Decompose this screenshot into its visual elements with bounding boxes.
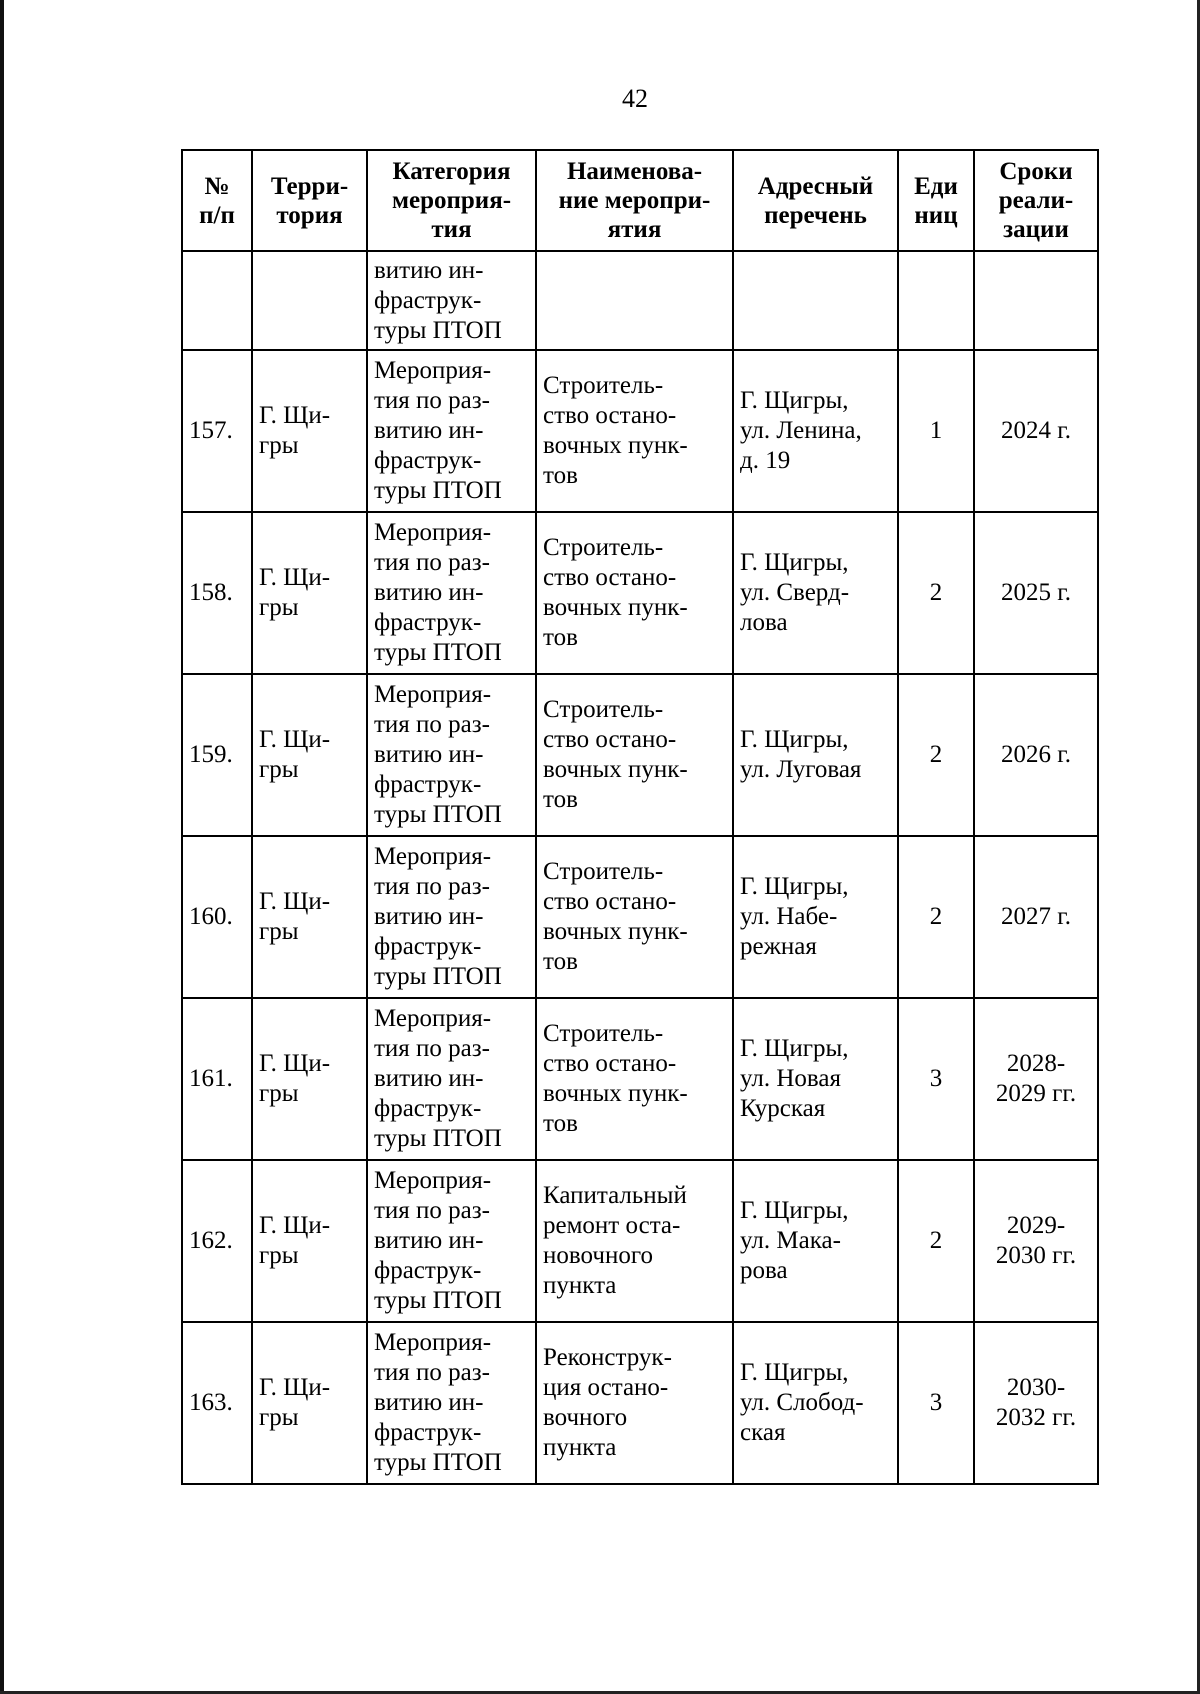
cell-territory: Г. Щи- гры	[252, 674, 367, 836]
cell-name: Строитель- ство остано- вочных пунк- тов	[536, 350, 733, 512]
table-row	[182, 836, 1098, 998]
cell-name: Строитель- ство остано- вочных пунк- тов	[536, 998, 733, 1160]
header-units: Еди ниц	[898, 150, 974, 251]
scan-edge-left	[0, 0, 4, 1694]
header-name: Наименова- ние меропри- ятия	[536, 150, 733, 251]
cell-no: 161.	[182, 998, 252, 1160]
cell-category: Мероприя- тия по раз- витию ин- фраструк- туры ПТОП	[367, 836, 536, 998]
cell-term: 2026 г.	[974, 674, 1098, 836]
cell-term: 2028- 2029 гг.	[974, 998, 1098, 1160]
table-header-row	[182, 150, 1098, 251]
cell-units: 2	[898, 836, 974, 998]
cell-name: Строитель- ство остано- вочных пунк- тов	[536, 836, 733, 998]
table-row	[182, 350, 1098, 512]
cell-address: Г. Щигры, ул. Набе- режная	[733, 836, 898, 998]
measures-table	[181, 149, 1099, 1485]
cell-term: 2029- 2030 гг.	[974, 1160, 1098, 1322]
cell-address: Г. Щигры, ул. Мака- рова	[733, 1160, 898, 1322]
page-number: 42	[622, 84, 648, 113]
cell-territory	[252, 251, 367, 350]
table-row-continuation	[182, 251, 1098, 350]
cell-territory: Г. Щи- гры	[252, 1160, 367, 1322]
cell-name: Реконструк- ция остано- вочного пункта	[536, 1322, 733, 1484]
cell-territory: Г. Щи- гры	[252, 998, 367, 1160]
cell-name	[536, 251, 733, 350]
header-address: Адресный перечень	[733, 150, 898, 251]
cell-no: 158.	[182, 512, 252, 674]
cell-term: 2025 г.	[974, 512, 1098, 674]
cell-no: 159.	[182, 674, 252, 836]
header-no: № п/п	[182, 150, 252, 251]
header-term: Сроки реали- зации	[974, 150, 1098, 251]
cell-term: 2024 г.	[974, 350, 1098, 512]
table-row	[182, 1322, 1098, 1484]
cell-address: Г. Щигры, ул. Новая Курская	[733, 998, 898, 1160]
cell-category: Мероприя- тия по раз- витию ин- фраструк- туры ПТОП	[367, 350, 536, 512]
cell-category: Мероприя- тия по раз- витию ин- фраструк- туры ПТОП	[367, 1322, 536, 1484]
cell-category: Мероприя- тия по раз- витию ин- фраструк- туры ПТОП	[367, 512, 536, 674]
cell-no: 162.	[182, 1160, 252, 1322]
cell-term	[974, 251, 1098, 350]
cell-units: 2	[898, 512, 974, 674]
cell-category: Мероприя- тия по раз- витию ин- фраструк- туры ПТОП	[367, 998, 536, 1160]
cell-no: 160.	[182, 836, 252, 998]
header-territory: Терри- тория	[252, 150, 367, 251]
cell-name: Строитель- ство остано- вочных пунк- тов	[536, 674, 733, 836]
cell-units: 2	[898, 674, 974, 836]
cell-units: 2	[898, 1160, 974, 1322]
table-row	[182, 998, 1098, 1160]
cell-term: 2027 г.	[974, 836, 1098, 998]
table-row	[182, 512, 1098, 674]
cell-units	[898, 251, 974, 350]
header-category: Категория мероприя- тия	[367, 150, 536, 251]
cell-category: Мероприя- тия по раз- витию ин- фраструк- туры ПТОП	[367, 674, 536, 836]
cell-no	[182, 251, 252, 350]
cell-name: Капитальный ремонт оста- новочного пункта	[536, 1160, 733, 1322]
cell-address: Г. Щигры, ул. Луговая	[733, 674, 898, 836]
cell-category: Мероприя- тия по раз- витию ин- фраструк- туры ПТОП	[367, 1160, 536, 1322]
table-row	[182, 1160, 1098, 1322]
cell-territory: Г. Щи- гры	[252, 350, 367, 512]
cell-territory: Г. Щи- гры	[252, 836, 367, 998]
cell-no: 157.	[182, 350, 252, 512]
cell-address: Г. Щигры, ул. Слобод- ская	[733, 1322, 898, 1484]
cell-address: Г. Щигры, ул. Ленина, д. 19	[733, 350, 898, 512]
table-row	[182, 674, 1098, 836]
cell-address: Г. Щигры, ул. Сверд- лова	[733, 512, 898, 674]
cell-address	[733, 251, 898, 350]
cell-name: Строитель- ство остано- вочных пунк- тов	[536, 512, 733, 674]
cell-territory: Г. Щи- гры	[252, 512, 367, 674]
cell-territory: Г. Щи- гры	[252, 1322, 367, 1484]
cell-units: 3	[898, 1322, 974, 1484]
cell-no: 163.	[182, 1322, 252, 1484]
cell-units: 1	[898, 350, 974, 512]
cell-term: 2030- 2032 гг.	[974, 1322, 1098, 1484]
cell-category: витию ин- фраструк- туры ПТОП	[367, 251, 536, 350]
cell-units: 3	[898, 998, 974, 1160]
